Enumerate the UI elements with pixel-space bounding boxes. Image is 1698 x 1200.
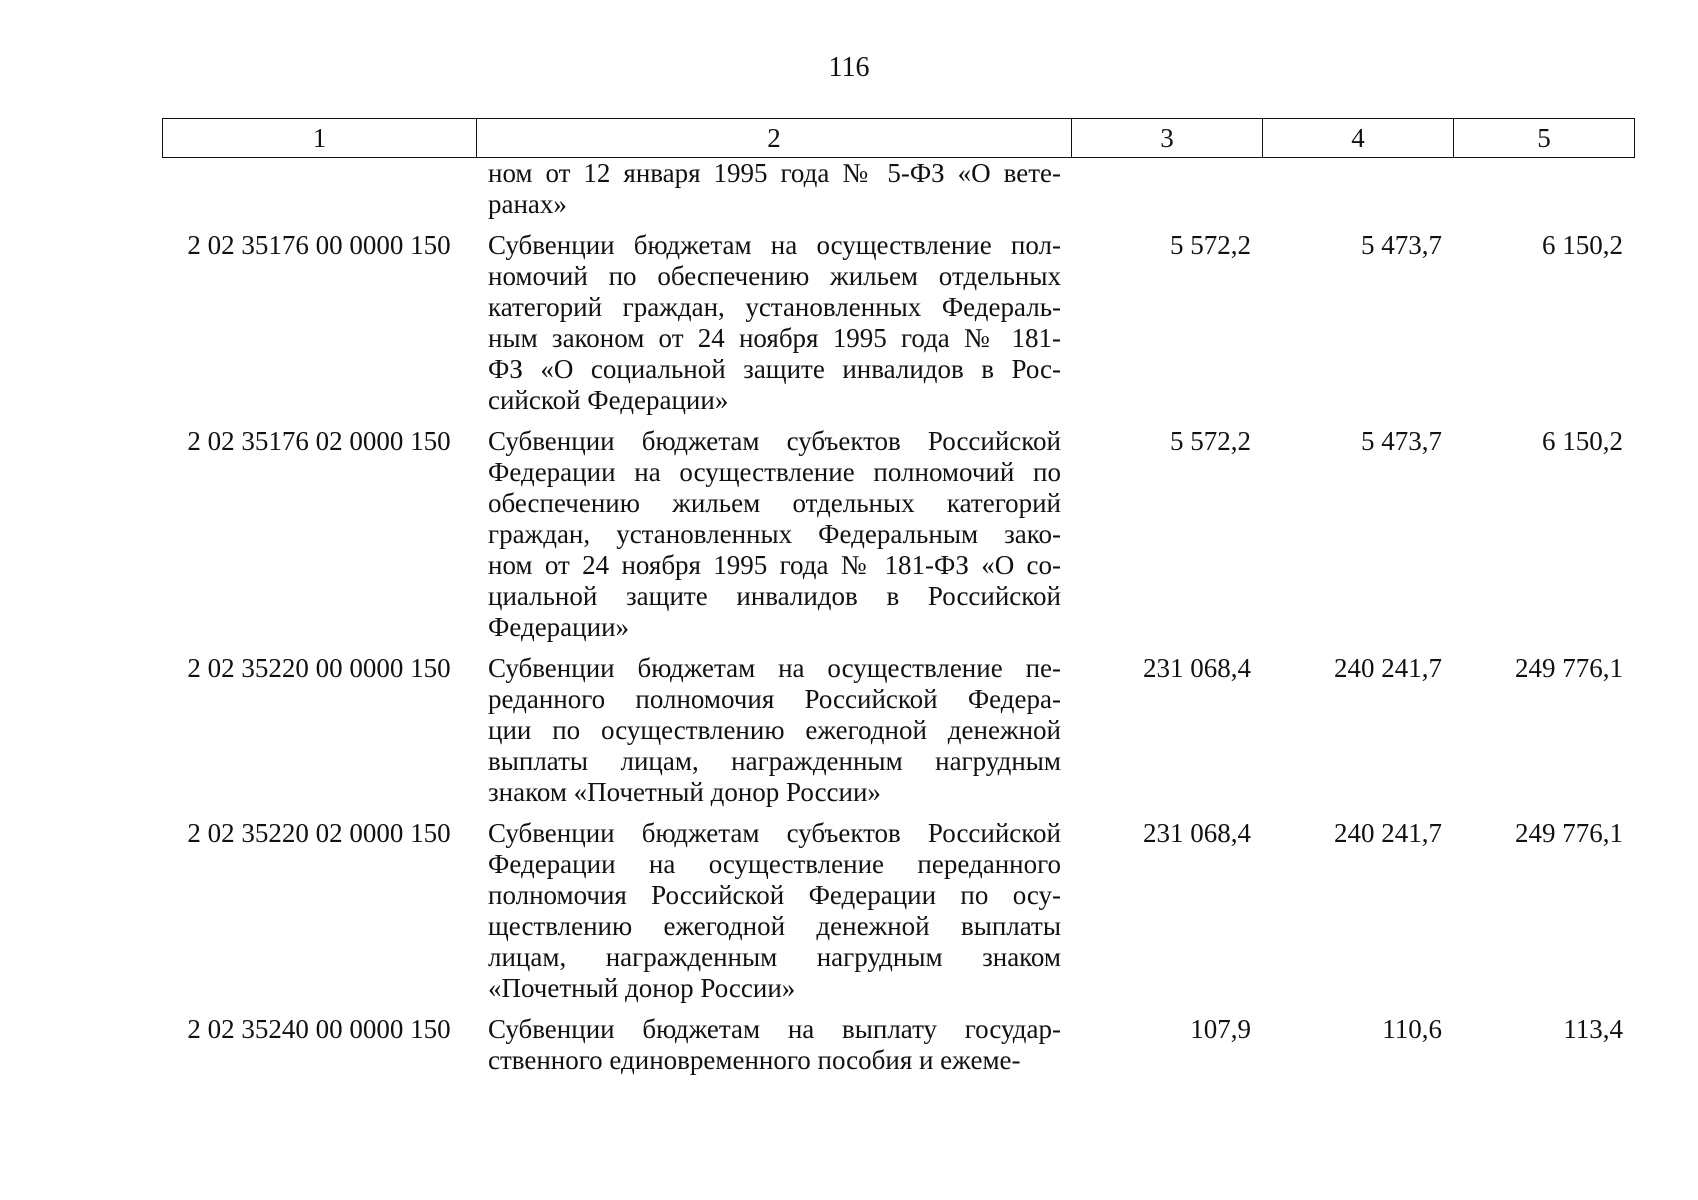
row-name-line: ФЗ «О социальной защите инвалидов в Рос- [488, 354, 1061, 384]
row-name-line: Федерации на осуществление полномочий по [488, 457, 1061, 487]
row-value-col-3: 231 068,4 [1143, 653, 1251, 683]
row-name-line: ным законом от 24 ноября 1995 года № 181- [488, 323, 1061, 353]
header-col-3: 3 [1072, 119, 1263, 158]
row-name-line: «Почетный донор России» [488, 973, 796, 1003]
table-header-row [163, 119, 1635, 158]
row-value-col-4: 5 473,7 [1361, 426, 1442, 456]
row-name [476, 653, 1071, 818]
row-name-line: граждан, установленных Федеральным зако- [488, 519, 1061, 549]
row-value-col-3: 5 572,2 [1170, 426, 1251, 456]
row-code: 2 02 35220 00 0000 150 [187, 653, 451, 683]
table-row [162, 818, 1634, 1014]
row-value-col-5: 249 776,1 [1515, 818, 1623, 848]
row-code: 2 02 35176 00 0000 150 [187, 230, 451, 260]
row-value-col-5: 249 776,1 [1515, 653, 1623, 683]
row-name-line: Субвенции бюджетам на выплату государ- [488, 1014, 1061, 1044]
table-row [162, 426, 1634, 653]
row-name-line: обеспечению жильем отдельных категорий [488, 488, 1061, 518]
row-value-col-3 [1071, 158, 1262, 230]
row-code: 2 02 35220 02 0000 150 [187, 818, 451, 848]
row-value-col-4: 110,6 [1382, 1014, 1442, 1044]
row-name-line: реданного полномочия Российской Федера- [488, 684, 1061, 714]
row-code: 2 02 35176 02 0000 150 [187, 426, 451, 456]
row-value-col-4: 5 473,7 [1361, 230, 1442, 260]
row-name [476, 230, 1071, 426]
row-name [476, 1014, 1071, 1086]
row-value-col-3: 5 572,2 [1170, 230, 1251, 260]
row-value-col-4 [1262, 158, 1453, 230]
header-col-1: 1 [163, 119, 477, 158]
table-row [162, 230, 1634, 426]
row-name-line: ном от 12 января 1995 года № 5-ФЗ «О вете- [488, 158, 1061, 188]
row-value-col-3: 107,9 [1190, 1014, 1251, 1044]
row-code: 2 02 35240 00 0000 150 [187, 1014, 451, 1044]
header-col-5: 5 [1454, 119, 1635, 158]
header-col-2: 2 [477, 119, 1072, 158]
row-name-line: Субвенции бюджетам на осуществление пе- [488, 653, 1061, 683]
header-col-4: 4 [1263, 119, 1454, 158]
row-name [476, 818, 1071, 1014]
table-row [162, 1014, 1634, 1086]
page-number: 116 [828, 52, 870, 83]
row-name-line: Федерации на осуществление переданного [488, 849, 1061, 879]
row-name [476, 426, 1071, 653]
row-name-line: ществлению ежегодной денежной выплаты [488, 911, 1061, 941]
row-name-line: Федерации» [488, 612, 630, 642]
row-name-line: выплаты лицам, награжденным нагрудным [488, 746, 1061, 776]
row-name-line: Субвенции бюджетам субъектов Российской [488, 818, 1061, 848]
table-header [162, 118, 1635, 158]
row-value-col-5 [1453, 158, 1634, 230]
row-name-line: Субвенции бюджетам субъектов Российской [488, 426, 1061, 456]
row-name-line: ции по осуществлению ежегодной денежной [488, 715, 1061, 745]
row-value-col-4: 240 241,7 [1334, 653, 1442, 683]
table-body [162, 158, 1634, 1086]
row-name-line: категорий граждан, установленных Федераль- [488, 292, 1061, 322]
table-row [162, 653, 1634, 818]
row-name-line: ном от 24 ноября 1995 года № 181-ФЗ «О со- [488, 550, 1061, 580]
row-name-line: ранах» [488, 189, 567, 219]
table-row [162, 158, 1634, 230]
row-value-col-4: 240 241,7 [1334, 818, 1442, 848]
row-name-line: лицам, награжденным нагрудным знаком [488, 942, 1061, 972]
table-rows [162, 158, 1634, 1086]
row-value-col-3: 231 068,4 [1143, 818, 1251, 848]
row-name [476, 158, 1071, 230]
row-name-line: циальной защите инвалидов в Российской [488, 581, 1061, 611]
row-name-line: Субвенции бюджетам на осуществление пол- [488, 230, 1061, 260]
row-name-line: ственного единовременного пособия и ежеме- [488, 1045, 1021, 1075]
row-value-col-5: 6 150,2 [1542, 230, 1623, 260]
row-name-line: номочий по обеспечению жильем отдельных [488, 261, 1061, 291]
row-name-line: знаком «Почетный донор России» [488, 777, 881, 807]
row-value-col-5: 6 150,2 [1542, 426, 1623, 456]
row-name-line: сийской Федерации» [488, 385, 729, 415]
row-code [162, 158, 476, 230]
row-name-line: полномочия Российской Федерации по осу- [488, 880, 1061, 910]
row-value-col-5: 113,4 [1563, 1014, 1623, 1044]
